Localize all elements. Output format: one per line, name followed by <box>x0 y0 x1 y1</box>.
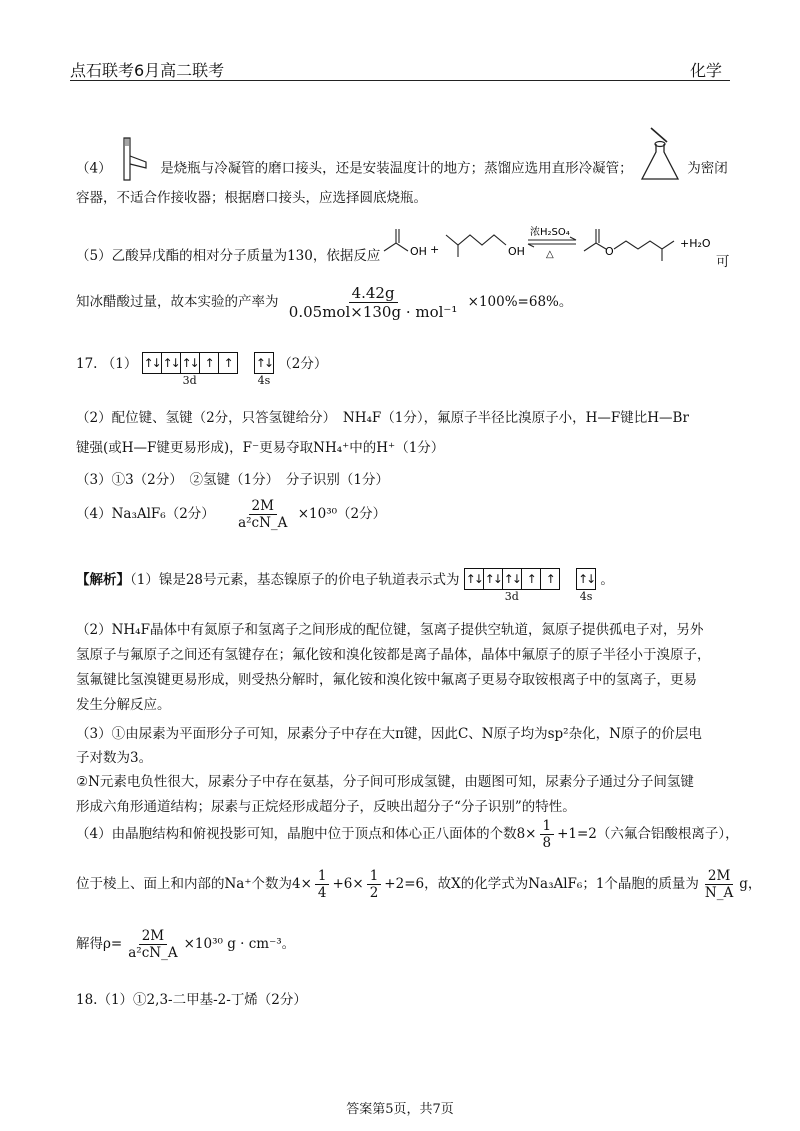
analysis-4-line <box>76 818 739 852</box>
q17-p4-post: ×10³⁰（2分） <box>297 506 387 523</box>
rxn-ester-o: O <box>605 245 614 258</box>
analysis-2-line: 发生分解反应。 <box>76 697 171 713</box>
adapter-icon <box>116 136 156 182</box>
analysis-orbital-3d <box>464 568 560 603</box>
analysis-5-line <box>76 868 762 902</box>
analysis-tag: 【解析】 <box>76 572 130 588</box>
orbital-4s-group <box>254 352 274 387</box>
yield-pre: 知冰醋酸过量，故本实验的产率为 <box>76 294 279 310</box>
header-divider <box>70 80 730 81</box>
analysis-3-line: ②N元素电负性很大，尿素分子中存在氨基，分子间可形成氢键，由题图可知，尿素分子通过分子间氢键 <box>76 774 694 790</box>
orbital-4s-boxes <box>254 352 274 374</box>
header-subject: 化学 <box>689 61 722 80</box>
analysis-1-end: 。 <box>600 572 614 588</box>
q17-number: 17. <box>76 356 98 372</box>
q16-yield-line <box>76 284 736 321</box>
rxn-plus1: + <box>430 243 440 256</box>
fraction-cell-mass <box>702 868 736 901</box>
analysis-part1 <box>76 568 614 603</box>
orbital-4s-box: ↑↓ <box>578 572 595 586</box>
frac-num: 1 <box>315 868 330 885</box>
q17-p4-pre: （4）Na₃AlF₆（2分） <box>76 506 215 523</box>
analysis-4-pre: （4）由晶胞结构和俯视投影可知，晶胞中位于顶点和体心正八面体的个数8× <box>76 826 537 843</box>
orbital-3d-box: ↑ <box>522 569 541 589</box>
fraction-one-quarter <box>315 868 330 901</box>
frac-den: N_A <box>704 885 734 902</box>
header-title: 点石联考6月高二联考 <box>70 61 225 80</box>
fraction-one-half <box>367 868 382 901</box>
orbital-3d-boxes <box>142 352 238 374</box>
analysis-3-line: （3）①由尿素为平面形分子可知，尿素分子中存在大π键，因此C、N原子均为sp²杂化，N原子的价层电 <box>76 726 702 742</box>
orbital-3d-box: ↑↓ <box>503 569 522 589</box>
frac-num: 2M <box>705 868 733 885</box>
rxn-oh1: OH <box>410 245 427 258</box>
yield-fraction <box>286 284 461 321</box>
q16-part5-end: 可 <box>716 254 730 270</box>
yield-numerator: 4.42g <box>349 284 398 303</box>
analysis-5-mid2: +2=6，故X的化学式为Na₃AlF₆；1个晶胞的质量为 <box>384 876 699 893</box>
rxn-water: +H₂O <box>680 237 711 250</box>
analysis-3-line: 形成六角形通道结构；尿素与正烷烃形成超分子，反映出超分子“分子识别”的特性。 <box>76 799 576 815</box>
analysis-6-line <box>76 928 736 961</box>
rxn-condition-bottom: △ <box>546 249 554 260</box>
reaction-scheme <box>380 215 725 265</box>
analysis-2-line: （2）NH₄F晶体中有氮原子和氢离子之间形成的配位键，氢离子提供空轨道，氮原子提供孤电子对，另外 <box>76 622 704 638</box>
q16-p4-text2: 为密闭 <box>687 160 728 177</box>
orbital-3d-box: ↑↓ <box>162 353 181 373</box>
frac-num: 1 <box>540 818 555 835</box>
orbital-3d-box: ↑ <box>223 356 232 370</box>
orbital-3d-box: ↑↓ <box>143 353 162 373</box>
rxn-oh2: OH <box>508 245 525 258</box>
density-denominator: a²cN_A <box>238 515 288 532</box>
rxn-condition-top: 浓H₂SO₄ <box>530 227 570 238</box>
analysis-6-post: ×10³⁰ g · cm⁻³。 <box>183 936 296 953</box>
analysis-5-mid1: +6× <box>332 876 364 893</box>
analysis-orbital-4s <box>576 568 596 603</box>
orbital-3d-label: 3d <box>182 374 197 387</box>
orbital-4s-label: 4s <box>257 374 271 387</box>
fraction-one-eighth <box>540 818 555 851</box>
frac-den: 8 <box>542 835 552 852</box>
flask-icon <box>637 124 683 184</box>
q17-part2-line2: 键强(或H—F键更易形成)，F⁻更易夺取NH₄⁺中的H⁺（1分） <box>76 440 445 456</box>
page-footer: 答案第5页，共7页 <box>346 1102 454 1117</box>
q17-part1 <box>76 352 327 387</box>
q18-part1: 18.（1）①2,3-二甲基-2-丁烯（2分） <box>76 992 307 1008</box>
orbital-3d-box: ↑↓ <box>465 569 484 589</box>
analysis-1-text: （1）镍是28号元素，基态镍原子的价电子轨道表示式为 <box>130 572 460 588</box>
q16-p4-text1: 是烧瓶与冷凝管的磨口接头，还是安装温度计的地方；蒸馏应选用直形冷凝管； <box>160 160 633 177</box>
density-numerator: 2M <box>249 498 277 515</box>
orbital-3d-box: ↑ <box>545 572 554 586</box>
analysis-4s-label: 4s <box>579 590 593 603</box>
q16-part5-text: （5）乙酸异戊酯的相对分子质量为130，依据反应 <box>76 248 381 264</box>
q17-part2-line1: （2）配位键、氢键（2分，只答氢键给分） NH₄F（1分），氟原子半径比溴原子小，H—F键比H—Br <box>76 410 689 426</box>
analysis-6-pre: 解得ρ= <box>76 936 123 953</box>
frac-den: 2 <box>369 885 379 902</box>
analysis-orbital-3d-boxes <box>464 568 560 590</box>
analysis-2-line: 氢原子与氟原子之间还有氢键存在；氟化铵和溴化铵都是离子晶体，晶体中氟原子的原子半径小于溴原子， <box>76 647 711 663</box>
yield-denominator: 0.05mol×130g · mol⁻¹ <box>288 303 458 321</box>
yield-post: ×100%=68%。 <box>467 294 573 310</box>
analysis-3d-label: 3d <box>504 590 519 603</box>
q16-part4-line1 <box>76 154 736 184</box>
q16-p4-label: （4） <box>76 160 112 177</box>
orbital-3d-box: ↑↓ <box>181 353 200 373</box>
density-fraction-2 <box>125 928 180 961</box>
frac-num: 1 <box>367 868 382 885</box>
q17-part4 <box>76 498 736 531</box>
q17-p1-score: （2分） <box>278 356 328 372</box>
analysis-2-line: 氢氟键比氢溴键更易形成，则受热分解时，氟化铵和溴化铵中氟离子更易夺取铵根离子中的氢离子，更易 <box>76 672 697 688</box>
analysis-orbital-4s-boxes <box>576 568 596 590</box>
frac-num: 2M <box>139 928 167 945</box>
orbital-3d-box: ↑ <box>200 353 219 373</box>
analysis-4-mid: +1=2（六氟合铝酸根离子）， <box>557 826 739 843</box>
q17-p1-label: （1） <box>101 356 138 372</box>
q16-part4-line2: 容器，不适合作接收器；根据磨口接头，应选择圆底烧瓶。 <box>76 190 427 206</box>
frac-den: 4 <box>317 885 327 902</box>
density-fraction <box>235 498 290 531</box>
frac-den: a²cN_A <box>128 945 178 962</box>
orbital-4s-box: ↑↓ <box>255 356 273 370</box>
analysis-5-end: g， <box>739 876 762 893</box>
analysis-5-pre: 位于棱上、面上和内部的Na⁺个数为4× <box>76 876 312 893</box>
analysis-3-line: 子对数为3。 <box>76 750 153 766</box>
orbital-3d-box: ↑↓ <box>484 569 503 589</box>
orbital-3d-group <box>142 352 238 387</box>
q17-part3: （3）①3（2分） ②氢键（1分） 分子识别（1分） <box>76 472 389 488</box>
